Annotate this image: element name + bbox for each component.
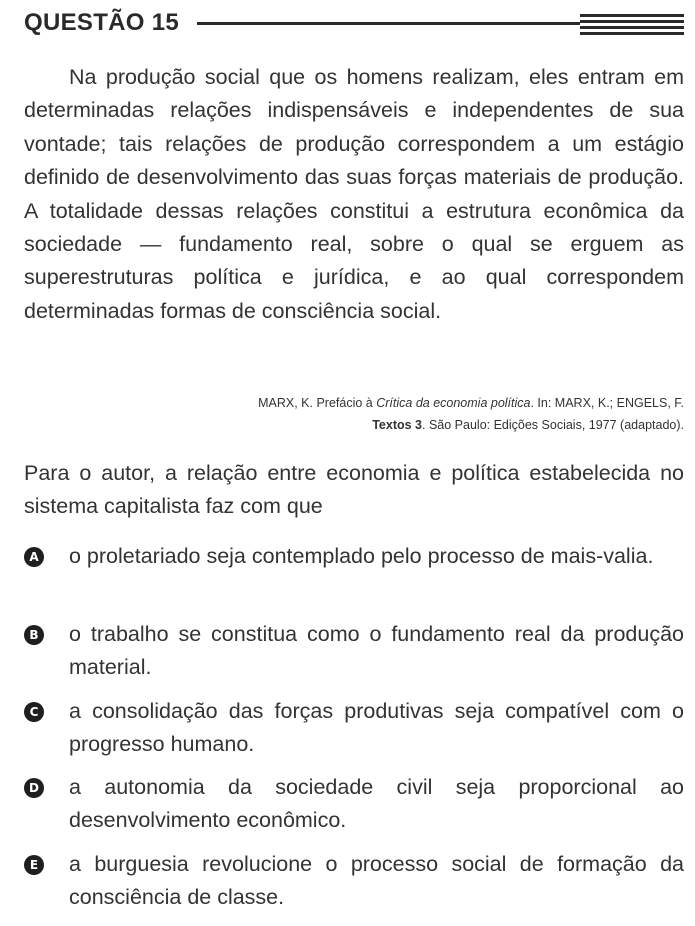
header-rule [197,8,684,38]
option-c-badge: C [24,702,44,722]
header-rule-thick-2 [580,20,684,23]
option-e[interactable] [24,848,684,915]
option-e-text: a burguesia revolucione o processo social de formação da consciência de classe. [69,852,684,910]
option-e-badge: E [24,855,44,875]
question-stem: Para o autor, a relação entre economia e política estabelecida no sistema capitalista faz com que [24,461,684,519]
header-rule-thick-1 [580,14,684,17]
citation-publisher: . São Paulo: Edições Sociais, 1977 (adaptado). [422,418,684,432]
citation-author: MARX, K. Prefácio à [258,396,377,410]
citation-line-2 [84,414,684,436]
option-b-badge: B [24,625,44,645]
question-title: QUESTÃO 15 [24,9,180,36]
header-rule-thick-4 [580,32,684,35]
option-a-badge: A [24,547,44,567]
passage-text: Na produção social que os homens realizam, eles entram em determinadas relações indispensáveis e independentes de sua vontade; tais relações de produção correspondem a um estágio definido de desenvolvimento das suas forças materiais de produção. A totalidade dessas relações constitui a estrutura econômica da sociedade — fundamento real, sobre o qual se erguem as superestruturas política e jurídica, e ao qual correspondem determinadas formas de consciência social. [24,65,684,323]
option-d[interactable] [24,771,684,838]
header-rule-thin [197,22,580,25]
header-rule-thick-3 [580,26,684,29]
citation [84,392,684,436]
option-c[interactable] [24,695,684,762]
option-b[interactable] [24,618,684,685]
option-a[interactable] [24,540,684,573]
option-d-text: a autonomia da sociedade civil seja proporcional ao desenvolvimento econômico. [69,775,684,833]
question-header [24,8,684,38]
option-d-badge: D [24,778,44,798]
option-b-text: o trabalho se constitua como o fundamento real da produção material. [69,622,684,680]
citation-after-work: . In: MARX, K.; ENGELS, F. [530,396,684,410]
citation-work: Crítica da economia política [376,396,531,410]
citation-book: Textos 3 [372,418,423,432]
option-c-text: a consolidação das forças produtivas seja compatível com o progresso humano. [69,699,684,757]
option-a-text: o proletariado seja contemplado pelo processo de mais-valia. [69,544,654,568]
citation-line-1 [84,392,684,414]
